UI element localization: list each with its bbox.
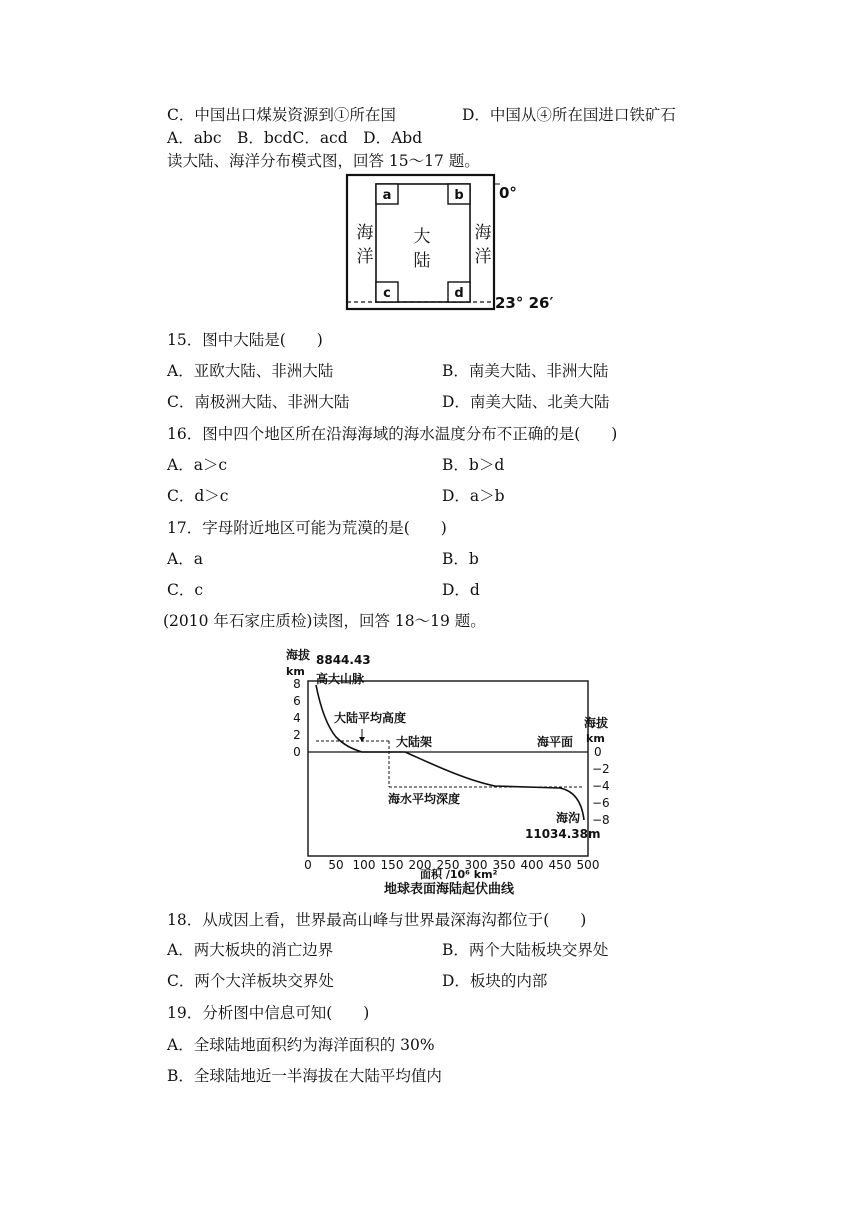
left-tick-4: 4	[293, 711, 301, 725]
q16-a: A．a＞c	[167, 456, 228, 474]
right-tick-minus4: −4	[592, 779, 610, 793]
left-tick-0: 0	[293, 745, 301, 759]
q17-a: A．a	[167, 550, 203, 568]
x-tick-0: 0	[304, 858, 312, 872]
left-tick-6: 6	[293, 694, 301, 708]
lat-bottom-label: 23° 26′	[495, 294, 554, 312]
ocean-left-2: 洋	[356, 247, 374, 267]
y-label-left-1: 海拔	[286, 648, 311, 662]
x-tick-150: 150	[380, 858, 404, 872]
figure-hypsometric-curve	[280, 645, 610, 897]
q19-b: B．全球陆地近一半海拔在大陆平均值内	[167, 1067, 442, 1085]
y-label-right-2: km	[586, 732, 605, 745]
right-axis	[592, 745, 610, 827]
x-tick-250: 250	[436, 858, 460, 872]
trench-label: 海沟	[556, 811, 581, 825]
right-tick-minus8: −8	[592, 813, 610, 827]
q16: 16．图中四个地区所在沿海海域的海水温度分布不正确的是( )	[167, 425, 618, 443]
intro-15-17: 读大陆、海洋分布模式图，回答 15～17 题。	[167, 152, 480, 170]
avg-depth-label: 海水平均深度	[388, 792, 461, 806]
left-tick-2: 2	[293, 728, 301, 742]
trench-value: 11034.38m	[525, 827, 601, 841]
x-tick-500: 500	[576, 858, 600, 872]
q18-b: B．两个大陆板块交界处	[442, 941, 609, 959]
q15-a: A．亚欧大陆、非洲大陆	[167, 362, 334, 380]
ocean-right-1: 海	[474, 223, 492, 243]
answers-prev: A．abc B．bcdC．acd D．Abd	[167, 129, 423, 147]
corner-a: a	[382, 188, 392, 203]
right-tick-minus6: −6	[592, 796, 610, 810]
q19-a: A．全球陆地面积约为海洋面积的 30%	[167, 1036, 435, 1054]
q17: 17．字母附近地区可能为荒漠的是( )	[167, 519, 447, 537]
corner-c: c	[383, 286, 391, 301]
q17-b: B．b	[442, 550, 479, 568]
q18-a: A．两大板块的消亡边界	[167, 941, 334, 959]
q17-d: D．d	[442, 581, 480, 599]
q16-c: C．d＞c	[167, 487, 229, 505]
ocean-right-2: 洋	[474, 247, 492, 267]
right-tick-minus2: −2	[592, 762, 610, 776]
left-tick-8: 8	[293, 677, 301, 691]
shelf-label: 大陆架	[396, 735, 433, 749]
q16-b: B．b＞d	[442, 456, 505, 474]
y-label-left-2: km	[286, 665, 305, 678]
corner-b: b	[454, 188, 464, 203]
figure-title: 地球表面海陆起伏曲线	[384, 882, 515, 897]
y-label-right-1: 海拔	[584, 716, 609, 730]
q15: 15．图中大陆是( )	[167, 331, 323, 349]
right-tick-0: 0	[594, 745, 602, 759]
x-tick-300: 300	[464, 858, 488, 872]
q18-d: D．板块的内部	[442, 972, 548, 990]
q18: 18．从成因上看，世界最高山峰与世界最深海沟都位于( )	[167, 911, 587, 929]
x-tick-50: 50	[328, 858, 344, 872]
peak-value: 8844.43	[316, 653, 371, 667]
x-tick-100: 100	[352, 858, 376, 872]
x-tick-400: 400	[520, 858, 544, 872]
x-tick-200: 200	[408, 858, 432, 872]
x-axis-label: 面积 /10⁶ km²	[420, 868, 498, 881]
option-d-prev: D．中国从④所在国进口铁矿石	[462, 106, 676, 124]
lat-top-label: 0°	[499, 184, 517, 202]
option-c-prev: C．中国出口煤炭资源到①所在国	[167, 106, 396, 124]
land-2: 陆	[413, 251, 431, 271]
x-tick-350: 350	[492, 858, 516, 872]
q15-d: D．南美大陆、北美大陆	[442, 393, 610, 411]
q15-c: C．南极洲大陆、非洲大陆	[167, 393, 350, 411]
q19: 19．分析图中信息可知( )	[167, 1004, 370, 1022]
intro-18-19: (2010 年石家庄质检)读图，回答 18～19 题。	[163, 612, 486, 630]
sea-level-label: 海平面	[537, 735, 574, 749]
corner-d: d	[454, 286, 464, 301]
q15-b: B．南美大陆、非洲大陆	[442, 362, 609, 380]
x-tick-450: 450	[548, 858, 572, 872]
figure-continent-model	[344, 172, 556, 314]
ocean-left-1: 海	[356, 223, 374, 243]
q18-c: C．两个大洋板块交界处	[167, 972, 334, 990]
mountain-label: 高大山脉	[316, 672, 365, 686]
q16-d: D．a＞b	[442, 487, 505, 505]
avg-height-label: 大陆平均高度	[334, 711, 407, 725]
land-1: 大	[413, 227, 431, 247]
q17-c: C．c	[167, 581, 204, 599]
left-axis	[293, 677, 301, 759]
